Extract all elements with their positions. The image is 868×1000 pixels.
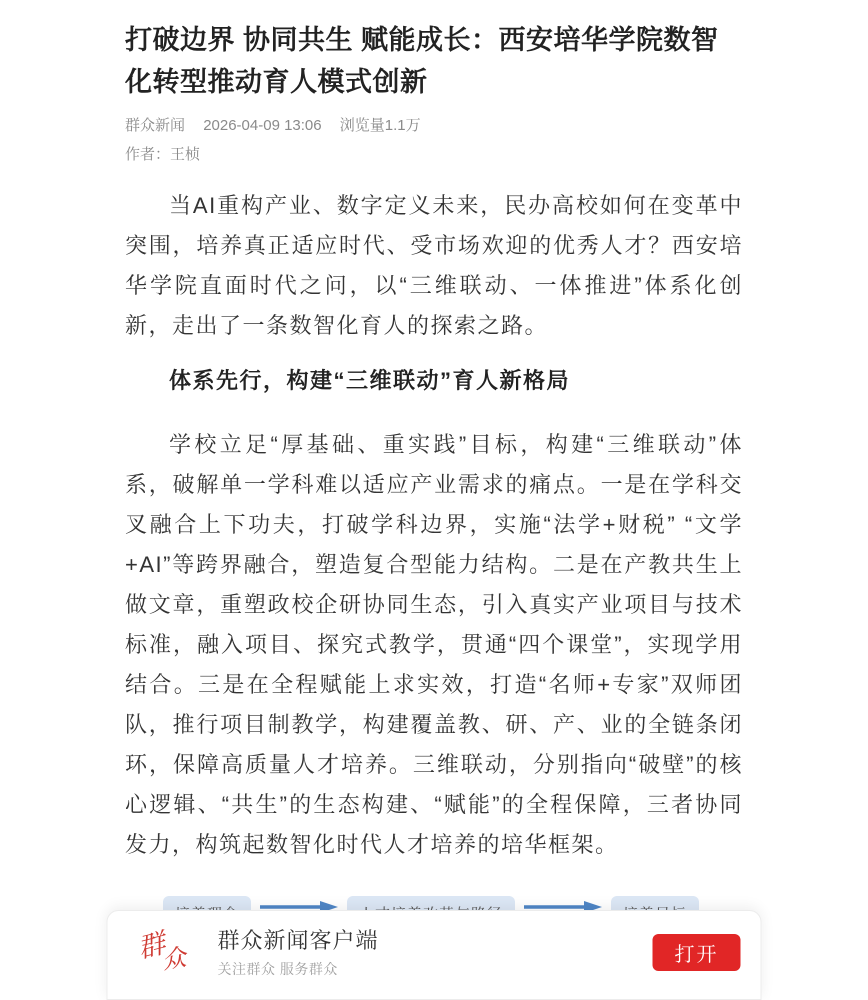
article-author: 作者：王桢 bbox=[125, 146, 201, 163]
article-datetime: 2026-04-09 13:06 bbox=[203, 117, 322, 134]
logo-char: 众 bbox=[159, 943, 189, 975]
article-source: 群众新闻 bbox=[125, 117, 186, 134]
app-tagline: 关注群众 服务群众 bbox=[217, 961, 338, 977]
app-download-banner bbox=[107, 910, 762, 1000]
article-views: 浏览量1.1万 bbox=[339, 117, 421, 134]
paragraph-body: 学校立足“厚基础、重实践”目标，构建“三维联动”体系，破解单一学科难以适应产业需求的痛点。一是在学科交叉融合上下功夫，打破学科边界，实施“法学+财税” “文学+AI”等跨界融合，塑造复合型能力结构。二是在产教共生上做文章，重塑政校企研协同生态，引入真实产业项目与技术标准，融入项目、探究式教学，贯通“四个课堂”，实现学用结合。三是在全程赋能上求实效，打造“名师+专家”双师团队，推行项目制教学，构建覆盖教、研、产、业的全链条闭环，保障高质量人才培养。三维联动，分别指向“破壁”的核心逻辑、“共生”的生态构建、“赋能”的全程保障，三者协同发力，构筑起数智化时代人才培养的培华框架。 bbox=[125, 432, 743, 857]
app-banner-text bbox=[218, 926, 653, 978]
open-app-button[interactable]: 打开 bbox=[653, 934, 741, 971]
qunzhong-logo-icon bbox=[134, 926, 189, 975]
page-title: 打破边界 协同共生 赋能成长：西安培华学院数智化转型推动育人模式创新 bbox=[125, 25, 719, 97]
section-heading: 体系先行，构建“三维联动”育人新格局 bbox=[169, 368, 571, 393]
article-container bbox=[125, 0, 743, 933]
paragraph-intro: 当AI重构产业、数字定义未来，民办高校如何在变革中突围，培养真正适应时代、受市场欢迎的优秀人才？西安培华学院直面时代之问，以“三维联动、一体推进”体系化创新，走出了一条数智化育人的探索之路。 bbox=[125, 193, 743, 338]
app-name: 群众新闻客户端 bbox=[217, 928, 379, 953]
logo-char: 群 bbox=[134, 928, 169, 965]
article-meta bbox=[125, 115, 743, 136]
